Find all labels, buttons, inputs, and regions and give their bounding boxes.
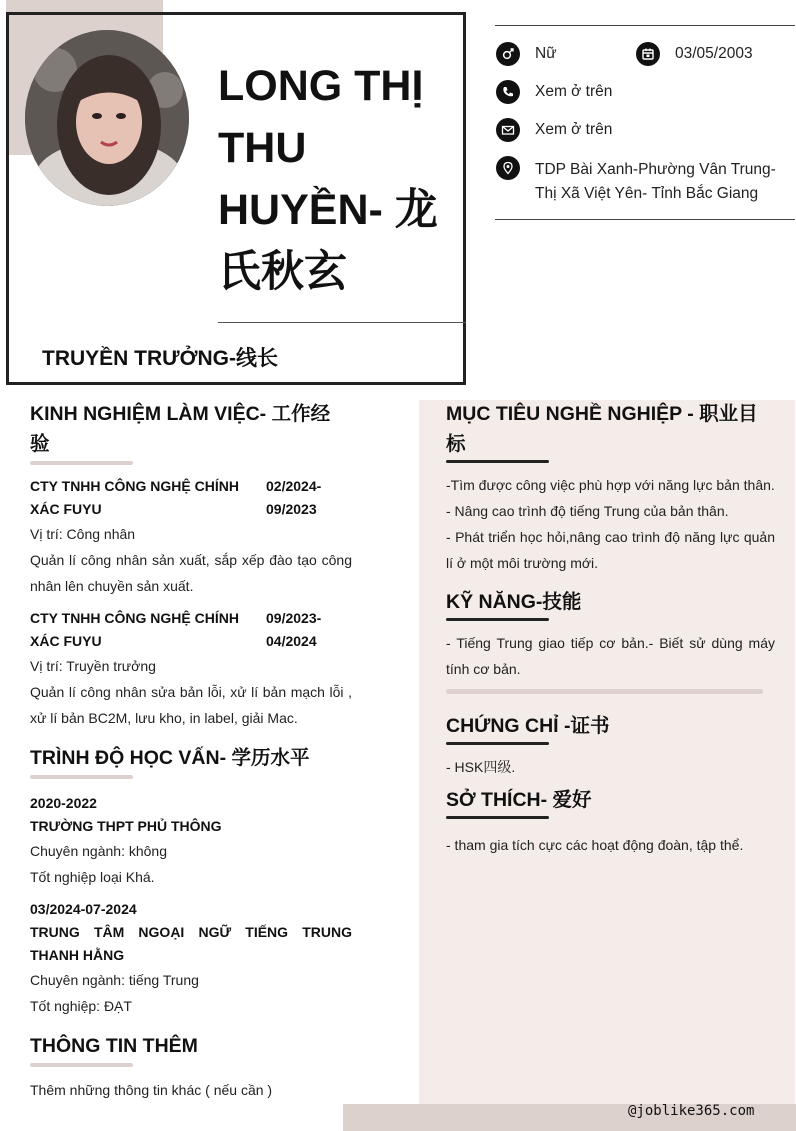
school-name: TRƯỜNG THPT PHỦ THÔNG: [30, 818, 222, 834]
job-description: Quản lí công nhân sửa bản lỗi, xử lí bản mạch lỗi , xử lí bản BC2M, lưu kho, in label, giải Mac.: [30, 684, 352, 726]
right-column: [446, 399, 775, 858]
birthday-value: 03/05/2003: [675, 45, 753, 62]
education-section: [30, 743, 352, 1019]
section-underline: [446, 816, 549, 819]
objective-line: -Tìm được công việc phù hợp với năng lực bản thân.: [446, 477, 775, 493]
objective-title: MỤC TIÊU NGHỀ NGHIỆP - 职业目标: [446, 403, 758, 455]
contact-top-divider: [495, 25, 795, 26]
name-divider: [218, 322, 466, 323]
experience-section: [30, 399, 352, 731]
phone-value: Xem ở trên: [535, 83, 613, 100]
education-item: [30, 792, 352, 890]
calendar-icon: [636, 42, 660, 66]
work-period: 02/2024- 09/2023: [266, 478, 322, 517]
skill-level-bar: [446, 689, 763, 694]
section-underline: [30, 1063, 133, 1067]
company-name: CTY TNHH CÔNG NGHỆ CHÍNH XÁC FUYU: [30, 610, 239, 649]
objective-line: - Nâng cao trình độ tiếng Trung của bản thân.: [446, 503, 729, 519]
skills-text: - Tiếng Trung giao tiếp cơ bản.- Biết sử dùng máy tính cơ bản.: [446, 635, 775, 677]
work-period: 09/2023- 04/2024: [266, 610, 322, 649]
study-period: 2020-2022: [30, 795, 97, 811]
contact-bottom-divider: [495, 219, 795, 220]
additional-info-section: [30, 1031, 352, 1103]
certificates-title: CHỨNG CHỈ -证书: [446, 715, 610, 737]
company-name: CTY TNHH CÔNG NGHỆ CHÍNH XÁC FUYU: [30, 478, 239, 517]
section-underline: [30, 775, 133, 779]
gender-icon: [496, 42, 520, 66]
hobbies-section: [446, 785, 775, 858]
education-title: TRÌNH ĐỘ HỌC VẤN- 学历水平: [30, 747, 310, 769]
certificates-text: - HSK四级.: [446, 759, 516, 775]
section-underline: [30, 461, 133, 465]
hobbies-title: SỞ THÍCH- 爱好: [446, 789, 592, 811]
phone-icon: [496, 80, 520, 104]
location-pin-icon: [496, 156, 520, 180]
job-title: TRUYỀN TRƯỞNG-线长: [42, 347, 278, 370]
skills-title: KỸ NĂNG-技能: [446, 591, 582, 613]
major: Chuyên ngành: không: [30, 843, 167, 859]
section-underline: [446, 618, 549, 621]
section-underline: [446, 460, 549, 463]
job-description: Quản lí công nhân sản xuất, sắp xếp đào tạo công nhân lên chuyền sản xuất.: [30, 552, 352, 594]
experience-item: [30, 607, 352, 731]
education-item: [30, 898, 352, 1019]
skills-section: [446, 587, 775, 694]
candidate-name: LONG THỊ THU HUYỀN- 龙氏秋玄: [218, 62, 438, 296]
graduation-result: Tốt nghiệp: ĐẠT: [30, 998, 132, 1014]
certificates-section: [446, 711, 775, 780]
position: Vị trí: Công nhân: [30, 526, 136, 542]
additional-title: THÔNG TIN THÊM: [30, 1035, 198, 1057]
mail-icon: [496, 118, 520, 142]
address-value: TDP Bài Xanh-Phường Vân Trung- Thị Xã Việt Yên- Tỉnh Bắc Giang: [535, 161, 776, 202]
experience-item: [30, 475, 352, 599]
footer-watermark: @joblike365.com: [628, 1103, 755, 1119]
position: Vị trí: Truyền trưởng: [30, 658, 156, 674]
gender-value: Nữ: [535, 45, 557, 62]
additional-text: Thêm những thông tin khác ( nếu cần ): [30, 1082, 273, 1098]
graduation-result: Tốt nghiệp loại Khá.: [30, 869, 155, 885]
email-value: Xem ở trên: [535, 121, 613, 138]
left-column: [30, 399, 352, 1103]
experience-title: KINH NGHIỆM LÀM VIỆC- 工作经验: [30, 403, 331, 455]
skill-level-fill: [446, 689, 763, 694]
objective-line: - Phát triển học hỏi,nâng cao trình độ năng lực quản lí ở một môi trường mới.: [446, 529, 775, 571]
hobbies-text: - tham gia tích cực các hoạt động đoàn, tập thể.: [446, 837, 744, 853]
school-name: TRUNG TÂM NGOẠI NGỮ TIẾNG TRUNG THANH HẰNG: [30, 924, 352, 963]
study-period: 03/2024-07-2024: [30, 901, 137, 917]
major: Chuyên ngành: tiếng Trung: [30, 972, 199, 988]
avatar: [25, 30, 189, 206]
objective-section: [446, 399, 775, 576]
section-underline: [446, 742, 549, 745]
